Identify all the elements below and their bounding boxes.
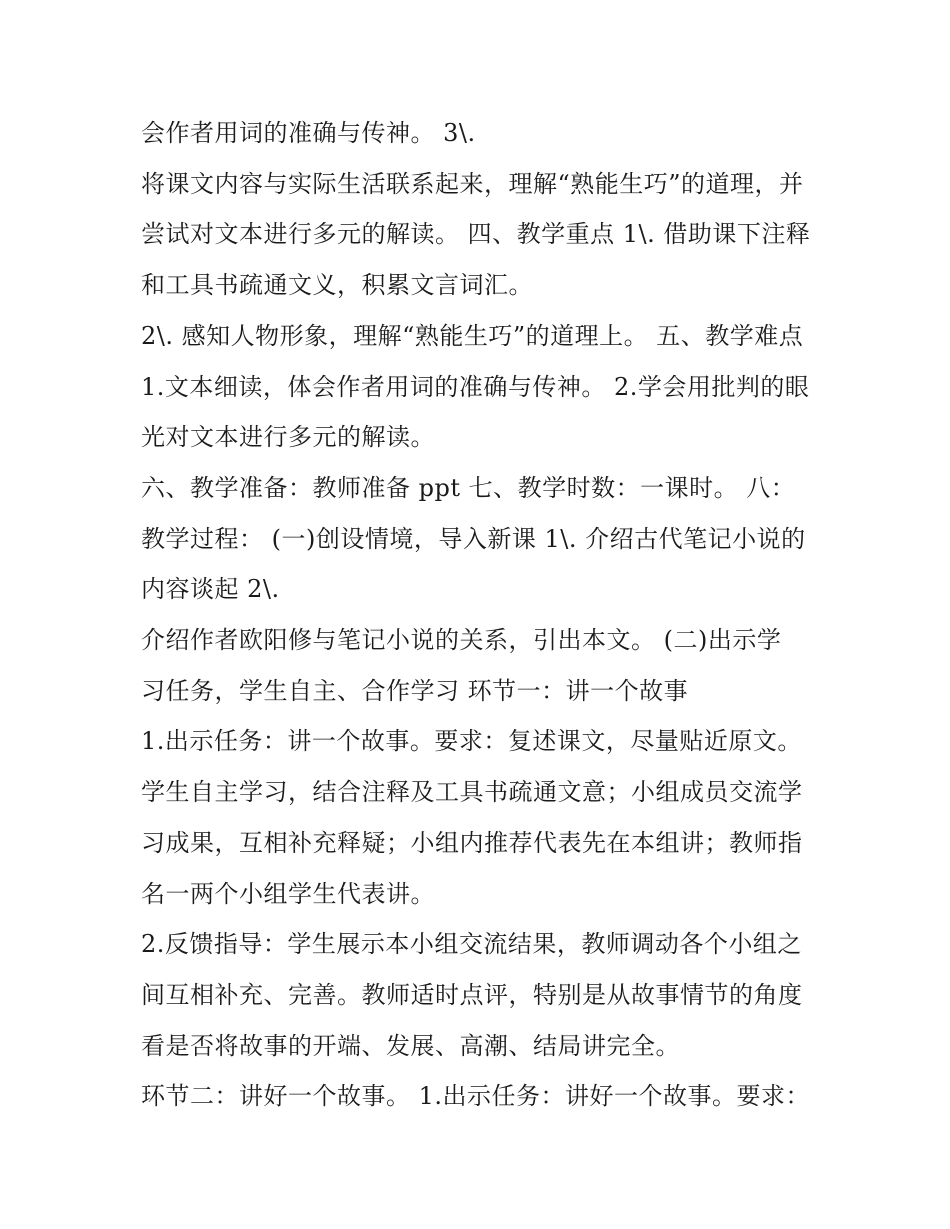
body-text bbox=[141, 108, 821, 1122]
text-line: 习成果，互相补充释疑；小组内推荐代表先在本组讲；教师指 bbox=[141, 828, 803, 857]
text-line: 2.反馈指导：学生展示本小组交流结果，教师调动各个小组之 bbox=[141, 930, 802, 959]
text-line: 光对文本进行多元的解读。 bbox=[141, 423, 435, 452]
text-line: 介绍作者欧阳修与笔记小说的关系，引出本文。 (二)出示学 bbox=[141, 626, 782, 655]
text-line: 1.出示任务：讲一个故事。要求：复述课文，尽量贴近原文。 bbox=[141, 727, 802, 756]
text-line: 1.文本细读，体会作者用词的准确与传神。 2.学会用批判的眼 bbox=[141, 372, 810, 401]
text-line: 六、教学准备：教师准备 ppt 七、教学时数：一课时。 八： bbox=[141, 473, 796, 502]
text-line: 2\. 感知人物形象，理解“熟能生巧”的道理上。 五、教学难点 bbox=[141, 321, 804, 350]
text-line: 将课文内容与实际生活联系起来，理解“熟能生巧”的道理，并 bbox=[141, 169, 804, 198]
text-line: 和工具书疏通文义，积累文言词汇。 bbox=[141, 271, 533, 300]
text-line: 习任务，学生自主、合作学习 环节一：讲一个故事 bbox=[141, 676, 689, 705]
text-line: 教学过程： (一)创设情境，导入新课 1\. 介绍古代笔记小说的 bbox=[141, 524, 806, 553]
text-line: 内容谈起 2\. bbox=[141, 575, 280, 604]
text-line: 会作者用词的准确与传神。 3\. bbox=[141, 119, 476, 147]
text-line: 环节二：讲好一个故事。 1.出示任务：讲好一个故事。要求： bbox=[141, 1082, 811, 1111]
text-line: 尝试对文本进行多元的解读。 四、教学重点 1\. 借助课下注释 bbox=[141, 220, 811, 249]
text-line: 间互相补充、完善。教师适时点评，特别是从故事情节的角度 bbox=[141, 980, 803, 1009]
text-line: 名一两个小组学生代表讲。 bbox=[141, 879, 435, 908]
text-line: 学生自主学习，结合注释及工具书疏通文意；小组成员交流学 bbox=[141, 778, 803, 807]
text-line: 看是否将故事的开端、发展、高潮、结局讲完全。 bbox=[141, 1031, 680, 1060]
